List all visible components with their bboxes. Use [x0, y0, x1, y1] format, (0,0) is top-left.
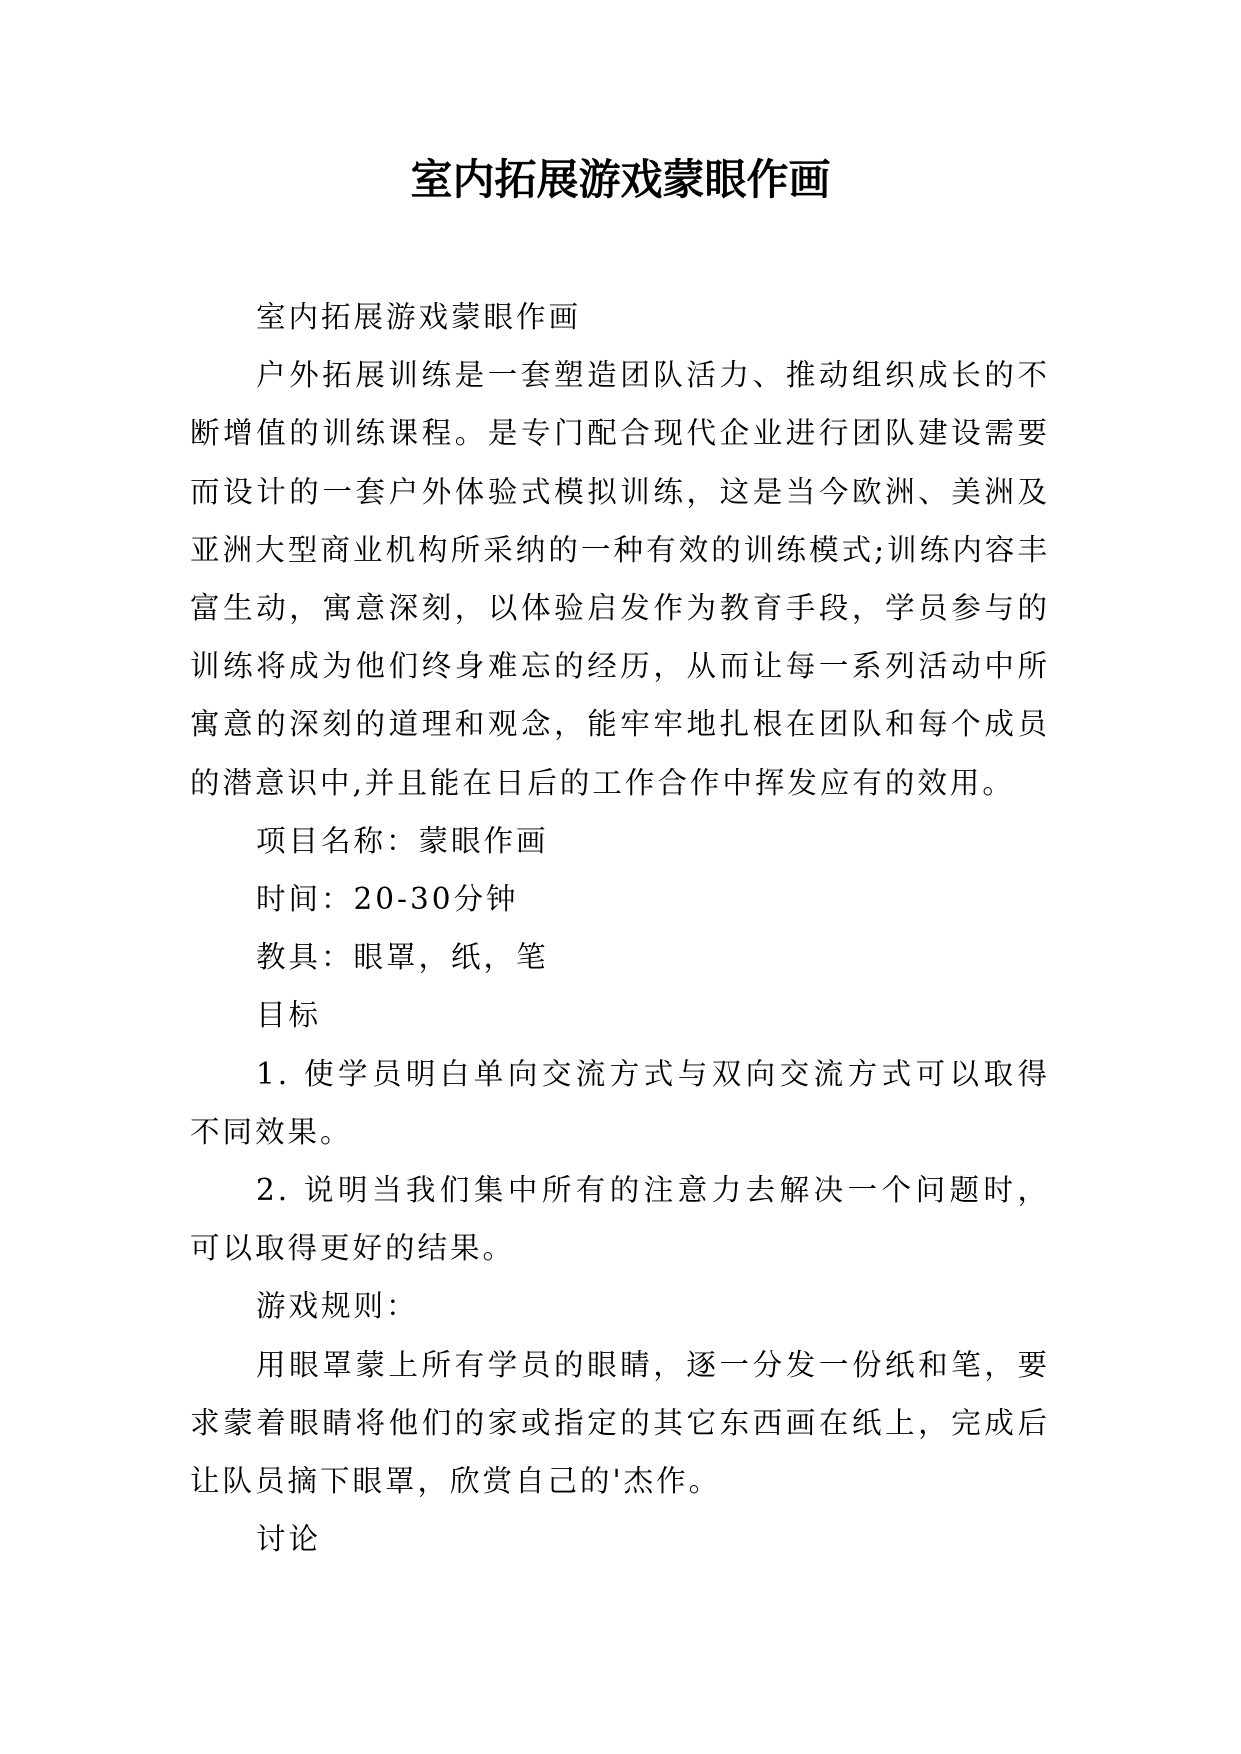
paragraph-rules-heading: 游戏规则：: [256, 1289, 419, 1324]
paragraph-discussion-heading: 讨论: [256, 1522, 322, 1557]
paragraph-goals-heading: 目标: [256, 998, 322, 1033]
document-title: 室内拓展游戏蒙眼作画: [410, 155, 831, 204]
paragraph-time: 时间：20-30分钟: [256, 882, 519, 917]
paragraph-project-name: 项目名称：蒙眼作画: [256, 823, 549, 858]
paragraph-goal-2: 2. 说明当我们集中所有的注意力去解决一个问题时，可以取得更好的结果。: [190, 1173, 1050, 1266]
paragraph-rules: 用眼罩蒙上所有学员的眼睛，逐一分发一份纸和笔，要求蒙着眼睛将他们的家或指定的其它东西画在纸上，完成后让队员摘下眼罩，欣赏自己的'杰作。: [190, 1347, 1050, 1499]
paragraph-intro: 户外拓展训练是一套塑造团队活力、推动组织成长的不断增值的训练课程。是专门配合现代企业进行团队建设需要而设计的一套户外体验式模拟训练，这是当今欧洲、美洲及亚洲大型商业机构所采纳的一种有效的训练模式;训练内容丰富生动，寓意深刻，以体验启发作为教育手段，学员参与的训练将成为他们终身难忘的经历，从而让每一系列活动中所寓意的深刻的道理和观念，能牢牢地扎根在团队和每个成员的潜意识中,并且能在日后的工作合作中挥发应有的效用。: [190, 358, 1050, 800]
paragraph-materials: 教具：眼罩，纸，笔: [256, 940, 549, 975]
paragraph-goal-1: 1. 使学员明白单向交流方式与双向交流方式可以取得不同效果。: [190, 1056, 1050, 1149]
paragraph-subtitle: 室内拓展游戏蒙眼作画: [256, 300, 582, 334]
document-body: [190, 288, 1050, 1568]
